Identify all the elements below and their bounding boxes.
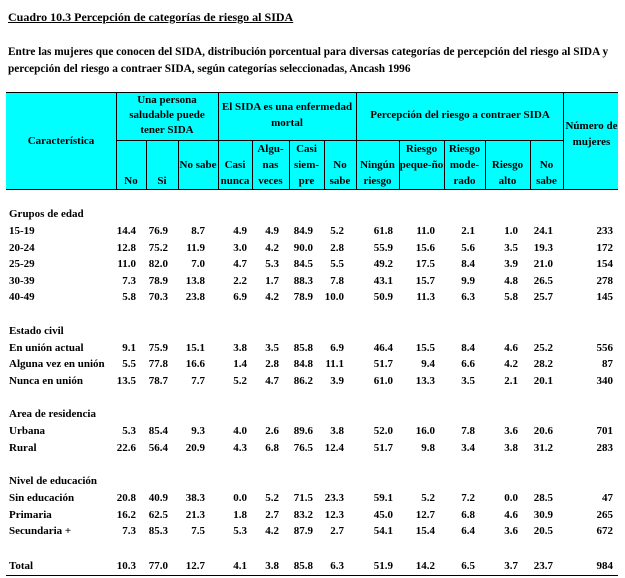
cell-value: 10.0	[324, 291, 344, 303]
cell-value: 14.4	[116, 225, 136, 237]
table-row	[0, 240, 625, 256]
cell-value: 3.6	[504, 525, 518, 537]
cell-value: 3.8	[265, 559, 279, 572]
subheader-g2_cols-2: Casi siem-pre	[293, 143, 320, 187]
cell-value: 16.6	[185, 358, 205, 370]
cell-value: 3.8	[330, 425, 344, 437]
cell-value: 0.0	[233, 492, 247, 504]
header-group-healthy: Una persona saludable puede tener SIDA	[129, 94, 205, 136]
cell-value: 23.8	[185, 291, 205, 303]
cell-value: 172	[596, 241, 613, 254]
cell-value: 4.7	[265, 374, 279, 387]
cell-value: 9.3	[191, 425, 205, 437]
cell-value: 76.9	[148, 225, 168, 237]
cell-value: 85.3	[148, 525, 168, 537]
cell-value: 38.3	[185, 492, 205, 504]
cell-value: 12.8	[116, 241, 136, 254]
cell-value: 6.3	[461, 291, 475, 303]
subheader-g2_cols-0: Casi nunca	[220, 159, 250, 187]
cell-value: 71.5	[293, 492, 313, 504]
cell-value: 1.8	[233, 508, 247, 521]
cell-value: 7.8	[330, 274, 344, 287]
cell-value: 233	[596, 225, 613, 237]
cell-value: 45.0	[373, 508, 393, 521]
cell-value: 5.3	[233, 525, 247, 537]
cell-value: 5.2	[421, 492, 435, 504]
cell-value: 22.6	[116, 441, 136, 454]
cell-value: 0.0	[504, 492, 518, 504]
cell-value: 1.4	[233, 358, 247, 370]
cell-value: 7.7	[191, 374, 205, 387]
cell-value: 4.3	[233, 441, 247, 454]
cell-value: 6.9	[330, 341, 344, 354]
cell-value: 11.3	[416, 291, 435, 303]
cell-value: 11.0	[416, 225, 435, 237]
section-heading	[0, 323, 625, 339]
cell-value: 85.4	[148, 425, 168, 437]
cell-value: 7.2	[461, 492, 475, 504]
table-row	[0, 256, 625, 272]
section-name: Nivel de educación	[9, 475, 97, 487]
cell-value: 17.5	[415, 258, 435, 270]
cell-value: 2.8	[330, 241, 344, 254]
header-group-mortal: El SIDA es una enfermedad mortal	[221, 101, 353, 129]
cell-value: 4.9	[233, 225, 247, 237]
cell-value: 84.5	[293, 258, 313, 270]
cell-value: 1.0	[504, 225, 518, 237]
cell-value: 278	[596, 274, 613, 287]
cell-value: 9.9	[461, 274, 475, 287]
cell-value: 3.6	[504, 425, 518, 437]
subheader-g3_cols-2: Riesgo mode-rado	[448, 143, 481, 187]
cell-value: 70.3	[148, 291, 168, 303]
cell-value: 4.9	[265, 225, 279, 237]
cell-value: 59.1	[373, 492, 393, 504]
cell-value: 11.9	[186, 241, 205, 254]
cell-value: 88.3	[293, 274, 313, 287]
subheader-g1_cols-2: No sabe	[179, 159, 217, 171]
cell-value: 8.7	[191, 225, 205, 237]
cell-value: 3.5	[461, 374, 475, 387]
cell-value: 12.7	[185, 559, 205, 572]
cell-value: 2.1	[504, 374, 518, 387]
cell-value: 28.2	[533, 358, 553, 370]
cell-value: 54.1	[373, 525, 393, 537]
cell-value: 3.9	[330, 374, 344, 387]
cell-value: 3.8	[233, 341, 247, 354]
cell-value: 13.5	[116, 374, 136, 387]
cell-value: 52.0	[373, 425, 393, 437]
table-subtitle: Entre las mujeres que conocen del SIDA, distribución porcentual para diversas categorías de percepción del riesgo al SIDA y percepción del riesgo a contraer SIDA, según categorías seleccionadas, Ancash 1996	[8, 46, 609, 75]
cell-value: 87.9	[293, 525, 313, 537]
cell-value: 77.8	[148, 358, 168, 370]
cell-value: 5.2	[265, 492, 279, 504]
cell-value: 11.0	[117, 258, 136, 270]
header-group-risk: Percepción del riesgo a contraer SIDA	[370, 109, 550, 121]
subheader-g1_cols-0: No	[124, 175, 138, 187]
cell-value: 20.8	[116, 492, 136, 504]
cell-value: 340	[596, 374, 613, 387]
cell-value: 83.2	[293, 508, 313, 521]
cell-value: 24.1	[533, 225, 553, 237]
row-label: 20-24	[9, 241, 35, 254]
section-name: Grupos de edad	[9, 208, 84, 220]
cell-value: 84.9	[293, 225, 313, 237]
cell-value: 3.5	[265, 341, 279, 354]
subheader-g2_cols-1: Algu-nas veces	[257, 143, 284, 187]
cell-value: 2.6	[265, 425, 279, 437]
cell-value: 556	[596, 341, 613, 354]
cell-value: 701	[596, 425, 613, 437]
cell-value: 12.3	[324, 508, 344, 521]
cell-value: 89.6	[293, 425, 313, 437]
cell-value: 5.8	[122, 291, 136, 303]
cell-value: 15.5	[415, 341, 435, 354]
cell-value: 31.2	[533, 441, 553, 454]
cell-value: 3.7	[504, 559, 518, 572]
cell-value: 6.9	[233, 291, 247, 303]
cell-value: 15.7	[415, 274, 435, 287]
section-name: Area de residencia	[9, 408, 96, 420]
row-label: Nunca en unión	[9, 374, 83, 387]
subheader-g3_cols-3: Riesgo alto	[491, 159, 524, 187]
cell-value: 5.2	[330, 225, 344, 237]
cell-value: 20.6	[533, 425, 553, 437]
cell-value: 2.7	[265, 508, 279, 521]
cell-value: 145	[596, 291, 613, 303]
cell-value: 16.0	[415, 425, 435, 437]
row-label: Sin educación	[9, 492, 75, 504]
table-row	[0, 340, 625, 356]
cell-value: 85.8	[293, 559, 313, 572]
cell-value: 11.1	[325, 358, 344, 370]
header-number-women: Número de mujeres	[565, 120, 618, 148]
row-label: Alguna vez en unión	[9, 358, 105, 370]
cell-value: 12.4	[324, 441, 344, 454]
subheader-g3_cols-1: Riesgo peque-ño	[399, 143, 444, 171]
cell-value: 55.9	[373, 241, 393, 254]
cell-value: 23.3	[324, 492, 344, 504]
cell-value: 8.4	[461, 258, 475, 270]
cell-value: 84.8	[293, 358, 313, 370]
cell-value: 19.3	[533, 241, 553, 254]
cell-value: 6.8	[461, 508, 475, 521]
cell-value: 4.6	[504, 508, 518, 521]
cell-value: 2.2	[233, 274, 247, 287]
table-title: Cuadro 10.3 Percepción de categorías de riesgo al SIDA	[8, 10, 294, 24]
row-label: Urbana	[9, 425, 46, 437]
cell-value: 15.6	[415, 241, 435, 254]
cell-value: 9.4	[421, 358, 435, 370]
cell-value: 86.2	[293, 374, 313, 387]
cell-value: 6.3	[330, 559, 344, 572]
cell-value: 90.0	[293, 241, 313, 254]
table-bottom-rule	[6, 575, 618, 576]
cell-value: 6.8	[265, 441, 279, 454]
cell-value: 21.0	[533, 258, 553, 270]
cell-value: 672	[596, 525, 613, 537]
cell-value: 78.9	[148, 274, 168, 287]
cell-value: 4.2	[504, 358, 518, 370]
table-header	[6, 92, 618, 190]
row-label: Total	[9, 559, 34, 572]
row-label: 30-39	[9, 274, 35, 287]
cell-value: 10.3	[116, 559, 136, 572]
cell-value: 7.8	[461, 425, 475, 437]
table-row	[0, 523, 625, 539]
cell-value: 4.2	[265, 291, 279, 303]
table-row	[0, 356, 625, 372]
cell-value: 3.9	[504, 258, 518, 270]
cell-value: 5.5	[330, 258, 344, 270]
cell-value: 4.2	[265, 241, 279, 254]
cell-value: 2.7	[330, 525, 344, 537]
cell-value: 9.1	[122, 341, 136, 354]
row-label: 40-49	[9, 291, 35, 303]
cell-value: 51.7	[373, 358, 393, 370]
cell-value: 20.9	[185, 441, 205, 454]
cell-value: 7.0	[191, 258, 205, 270]
table-row	[0, 440, 625, 456]
table-row	[0, 423, 625, 439]
table-row	[0, 507, 625, 523]
cell-value: 51.9	[373, 559, 393, 572]
cell-value: 154	[596, 258, 613, 270]
cell-value: 265	[596, 508, 613, 521]
cell-value: 12.7	[415, 508, 435, 521]
cell-value: 51.7	[373, 441, 393, 454]
cell-value: 5.8	[504, 291, 518, 303]
cell-value: 7.3	[122, 274, 136, 287]
cell-value: 40.9	[148, 492, 168, 504]
cell-value: 46.4	[373, 341, 393, 354]
cell-value: 4.1	[233, 559, 247, 572]
subheader-g3_cols-0: Ningún riesgo	[360, 159, 395, 187]
cell-value: 61.0	[373, 374, 393, 387]
cell-value: 6.6	[461, 358, 475, 370]
total-row	[0, 558, 625, 574]
cell-value: 6.4	[461, 525, 475, 537]
cell-value: 9.8	[421, 441, 435, 454]
cell-value: 7.3	[122, 525, 136, 537]
header-characteristic: Característica	[27, 135, 95, 147]
cell-value: 5.5	[122, 358, 136, 370]
cell-value: 25.7	[533, 291, 553, 303]
cell-value: 15.1	[185, 341, 205, 354]
cell-value: 3.4	[461, 441, 475, 454]
table-row	[0, 273, 625, 289]
cell-value: 78.9	[293, 291, 313, 303]
cell-value: 14.2	[415, 559, 435, 572]
cell-value: 21.3	[185, 508, 205, 521]
cell-value: 3.8	[504, 441, 518, 454]
section-heading	[0, 406, 625, 422]
cell-value: 56.4	[148, 441, 168, 454]
cell-value: 28.5	[533, 492, 553, 504]
table-row	[0, 373, 625, 389]
cell-value: 4.7	[233, 258, 247, 270]
cell-value: 30.9	[533, 508, 553, 521]
row-label: En unión actual	[9, 341, 84, 354]
cell-value: 4.6	[504, 341, 518, 354]
row-label: Secundaria +	[9, 525, 72, 537]
row-label: 25-29	[9, 258, 35, 270]
cell-value: 15.4	[415, 525, 435, 537]
cell-value: 4.8	[504, 274, 518, 287]
cell-value: 76.5	[293, 441, 313, 454]
cell-value: 20.1	[533, 374, 553, 387]
cell-value: 7.5	[191, 525, 205, 537]
cell-value: 283	[596, 441, 613, 454]
row-label: Primaria	[9, 508, 52, 521]
cell-value: 13.8	[185, 274, 205, 287]
cell-value: 2.1	[461, 225, 475, 237]
table-row	[0, 223, 625, 239]
cell-value: 4.0	[233, 425, 247, 437]
cell-value: 5.3	[265, 258, 279, 270]
cell-value: 16.2	[116, 508, 136, 521]
table-row	[0, 289, 625, 305]
cell-value: 77.0	[148, 559, 168, 572]
cell-value: 47	[602, 492, 613, 504]
cell-value: 3.0	[233, 241, 247, 254]
cell-value: 61.8	[373, 225, 393, 237]
cell-value: 25.2	[533, 341, 553, 354]
cell-value: 43.1	[373, 274, 393, 287]
cell-value: 3.5	[504, 241, 518, 254]
section-name: Estado civil	[9, 324, 64, 337]
cell-value: 26.5	[533, 274, 553, 287]
cell-value: 5.6	[461, 241, 475, 254]
table-row	[0, 490, 625, 506]
row-label: 15-19	[9, 225, 35, 237]
cell-value: 49.2	[373, 258, 393, 270]
cell-value: 62.5	[148, 508, 168, 521]
cell-value: 1.7	[265, 274, 279, 287]
subheader-g1_cols-1: Si	[157, 175, 167, 187]
subheader-g2_cols-3: No sabe	[329, 159, 351, 187]
section-heading	[0, 206, 625, 222]
cell-value: 75.2	[148, 241, 168, 254]
cell-value: 20.5	[533, 525, 553, 537]
cell-value: 8.4	[461, 341, 475, 354]
cell-value: 75.9	[148, 341, 168, 354]
cell-value: 23.7	[533, 559, 553, 572]
subheader-g3_cols-4: No sabe	[536, 159, 557, 187]
cell-value: 85.8	[293, 341, 313, 354]
cell-value: 5.3	[122, 425, 136, 437]
section-heading	[0, 473, 625, 489]
row-label: Rural	[9, 441, 37, 454]
cell-value: 2.8	[265, 358, 279, 370]
cell-value: 6.5	[461, 559, 475, 572]
cell-value: 87	[602, 358, 613, 370]
cell-value: 5.2	[233, 374, 247, 387]
cell-value: 984	[596, 559, 613, 572]
cell-value: 4.2	[265, 525, 279, 537]
cell-value: 13.3	[415, 374, 435, 387]
cell-value: 78.7	[148, 374, 168, 387]
cell-value: 50.9	[373, 291, 393, 303]
cell-value: 82.0	[148, 258, 168, 270]
